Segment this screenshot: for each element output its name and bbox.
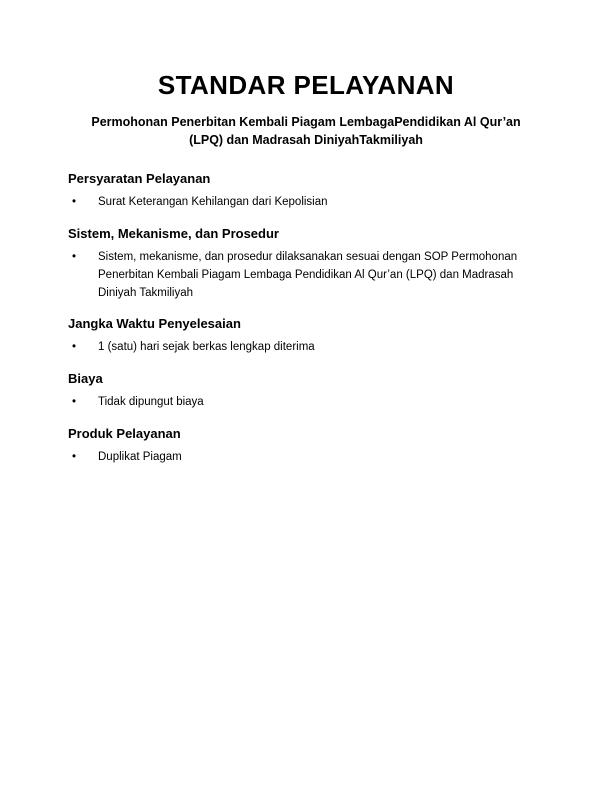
section-biaya <box>68 371 544 412</box>
bullet-list <box>68 249 544 302</box>
section-jangka-waktu-penyelesaian <box>68 316 544 357</box>
bullet-list <box>68 339 544 357</box>
list-item <box>68 249 544 302</box>
section-heading: Biaya <box>68 371 103 387</box>
list-item-text: Sistem, mekanisme, dan prosedur dilaksanakan sesuai dengan SOP Permohonan Penerbitan Kembali Piagam Lembaga Pendidikan Al Qur’an (LPQ) dan Madrasah Diniyah Takmiliyah <box>98 251 518 299</box>
list-item <box>68 339 544 357</box>
bullet-icon: • <box>72 251 77 264</box>
bullet-list <box>68 194 544 212</box>
document-body <box>68 171 544 466</box>
section-heading: Produk Pelayanan <box>68 425 181 441</box>
list-item <box>68 394 544 412</box>
page-subtitle: Permohonan Penerbitan Kembali Piagam LembagaPendidikan Al Qur’an (LPQ) dan Madrasah DiniyahTakmiliyah <box>91 115 521 148</box>
bullet-icon: • <box>72 450 77 463</box>
section-heading: Sistem, Mekanisme, dan Prosedur <box>68 226 279 242</box>
bullet-icon: • <box>72 341 77 354</box>
section-produk-pelayanan <box>68 426 544 467</box>
list-item <box>68 449 544 467</box>
list-item-text: Tidak dipungut biaya <box>98 396 204 409</box>
page-title: STANDAR PELAYANAN <box>157 70 455 100</box>
section-sistem-mekanisme-dan-prosedur <box>68 226 544 302</box>
list-item-text: 1 (satu) hari sejak berkas lengkap diterima <box>98 341 315 354</box>
bullet-icon: • <box>72 396 77 409</box>
bullet-list <box>68 394 544 412</box>
list-item <box>68 194 544 212</box>
bullet-icon: • <box>72 196 77 209</box>
list-item-text: Duplikat Piagam <box>98 450 182 463</box>
section-persyaratan-pelayanan <box>68 171 544 212</box>
section-heading: Persyaratan Pelayanan <box>68 171 211 187</box>
section-heading: Jangka Waktu Penyelesaian <box>68 316 241 332</box>
list-item-text: Surat Keterangan Kehilangan dari Kepolisian <box>98 196 328 209</box>
bullet-list <box>68 449 544 467</box>
